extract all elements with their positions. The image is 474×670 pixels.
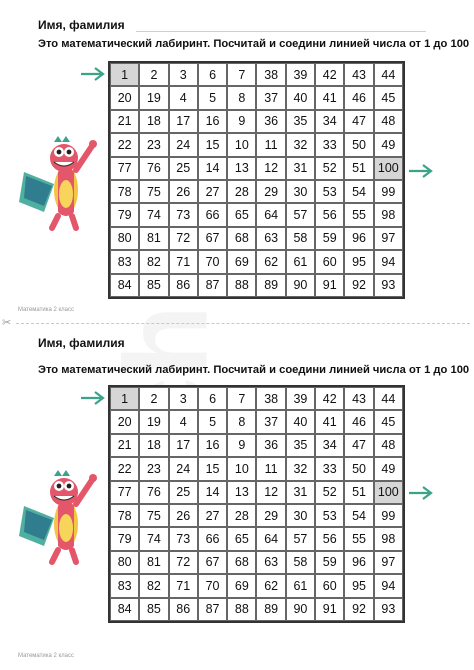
cut-line: [16, 323, 470, 324]
number-maze: [108, 61, 405, 299]
maze-cell[interactable]: 17: [169, 110, 198, 133]
maze-cell[interactable]: 36: [256, 110, 285, 133]
maze-cell[interactable]: 72: [169, 227, 198, 250]
scissors-icon: ✂: [2, 317, 12, 329]
maze-cell[interactable]: 97: [374, 551, 403, 574]
maze-cell[interactable]: 67: [198, 551, 227, 574]
maze-cell[interactable]: 50: [344, 133, 373, 156]
maze-cell[interactable]: 53: [315, 180, 344, 203]
maze-cell[interactable]: 28: [227, 504, 256, 527]
maze-cell[interactable]: 94: [374, 250, 403, 273]
footer-label: Математика 2 класс: [18, 653, 75, 659]
maze-cell[interactable]: 42: [315, 387, 344, 410]
maze-cell[interactable]: 77: [110, 481, 139, 504]
maze-cell[interactable]: 26: [169, 180, 198, 203]
maze-cell[interactable]: 5: [198, 86, 227, 109]
maze-cell[interactable]: 87: [198, 274, 227, 297]
maze-cell[interactable]: 14: [198, 157, 227, 180]
maze-cell[interactable]: 38: [256, 63, 285, 86]
maze-cell[interactable]: 26: [169, 504, 198, 527]
maze-cell[interactable]: 82: [139, 574, 168, 597]
maze-cell[interactable]: 52: [315, 481, 344, 504]
maze-cell[interactable]: 77: [110, 157, 139, 180]
maze-cell[interactable]: 76: [139, 157, 168, 180]
maze-cell[interactable]: 53: [315, 504, 344, 527]
maze-cell[interactable]: 37: [256, 86, 285, 109]
maze-cell[interactable]: 38: [256, 387, 285, 410]
maze-cell[interactable]: 33: [315, 457, 344, 480]
maze-cell[interactable]: 7: [227, 387, 256, 410]
maze-cell[interactable]: 55: [344, 203, 373, 226]
maze-cell[interactable]: 52: [315, 157, 344, 180]
maze-cell[interactable]: 36: [256, 434, 285, 457]
maze-cell[interactable]: 11: [256, 133, 285, 156]
maze-cell[interactable]: 83: [110, 250, 139, 273]
maze-cell[interactable]: 45: [374, 410, 403, 433]
name-label: Имя, фамилия: [38, 18, 125, 32]
maze-cell[interactable]: 86: [169, 598, 198, 621]
maze-cell[interactable]: 10: [227, 457, 256, 480]
maze-cell[interactable]: 16: [198, 110, 227, 133]
maze-cell[interactable]: 83: [110, 574, 139, 597]
maze-cell[interactable]: 70: [198, 574, 227, 597]
maze-cell[interactable]: 44: [374, 63, 403, 86]
maze-cell[interactable]: 21: [110, 110, 139, 133]
maze-cell[interactable]: 34: [315, 434, 344, 457]
maze-cell[interactable]: 25: [169, 481, 198, 504]
maze-cell[interactable]: 29: [256, 504, 285, 527]
maze-cell[interactable]: 11: [256, 457, 285, 480]
maze-cell[interactable]: 78: [110, 504, 139, 527]
maze-cell[interactable]: 47: [344, 110, 373, 133]
maze-cell[interactable]: 60: [315, 250, 344, 273]
maze-cell[interactable]: 23: [139, 457, 168, 480]
maze-cell[interactable]: 51: [344, 481, 373, 504]
maze-cell[interactable]: 43: [344, 387, 373, 410]
maze-cell[interactable]: 18: [139, 434, 168, 457]
maze-cell[interactable]: 70: [198, 250, 227, 273]
worksheet-top: [0, 0, 474, 322]
maze-cell[interactable]: 76: [139, 481, 168, 504]
maze-cell[interactable]: 59: [315, 227, 344, 250]
maze-cell[interactable]: 4: [169, 86, 198, 109]
maze-cell[interactable]: 22: [110, 457, 139, 480]
maze-cell[interactable]: 41: [315, 410, 344, 433]
maze-cell[interactable]: 9: [227, 434, 256, 457]
maze-cell[interactable]: 14: [198, 481, 227, 504]
maze-cell[interactable]: 60: [315, 574, 344, 597]
maze-cell[interactable]: 55: [344, 527, 373, 550]
maze-cell[interactable]: 79: [110, 527, 139, 550]
maze-cell[interactable]: 45: [374, 86, 403, 109]
maze-cell[interactable]: 93: [374, 598, 403, 621]
maze-cell[interactable]: 8: [227, 86, 256, 109]
maze-cell[interactable]: 64: [256, 527, 285, 550]
maze-cell[interactable]: 80: [110, 227, 139, 250]
maze-cell[interactable]: 90: [286, 274, 315, 297]
maze-cell[interactable]: 6: [198, 63, 227, 86]
maze-cell[interactable]: 15: [198, 133, 227, 156]
maze-cell[interactable]: 50: [344, 457, 373, 480]
maze-cell[interactable]: 99: [374, 504, 403, 527]
maze-cell[interactable]: 21: [110, 434, 139, 457]
maze-cell[interactable]: 32: [286, 457, 315, 480]
name-line[interactable]: [136, 31, 426, 32]
maze-cell[interactable]: 71: [169, 574, 198, 597]
maze-cell[interactable]: 27: [198, 180, 227, 203]
maze-cell[interactable]: 93: [374, 274, 403, 297]
maze-cell[interactable]: 44: [374, 387, 403, 410]
maze-cell[interactable]: 73: [169, 203, 198, 226]
maze-cell[interactable]: 3: [169, 387, 198, 410]
instruction: Это математический лабиринт. Посчитай и соедини линией числа от 1 до 100: [38, 364, 470, 376]
maze-cell[interactable]: 68: [227, 227, 256, 250]
maze-cell-finish[interactable]: 100: [374, 481, 403, 504]
maze-cell[interactable]: 48: [374, 434, 403, 457]
maze-cell[interactable]: 75: [139, 180, 168, 203]
start-arrow-icon: [80, 67, 106, 81]
maze-cell[interactable]: 19: [139, 86, 168, 109]
maze-cell[interactable]: 79: [110, 203, 139, 226]
maze-cell[interactable]: 8: [227, 410, 256, 433]
maze-cell[interactable]: 96: [344, 227, 373, 250]
maze-cell[interactable]: 54: [344, 180, 373, 203]
maze-cell[interactable]: 64: [256, 203, 285, 226]
maze-cell[interactable]: 4: [169, 410, 198, 433]
maze-cell[interactable]: 86: [169, 274, 198, 297]
maze-cell-finish[interactable]: 100: [374, 157, 403, 180]
maze-cell[interactable]: 95: [344, 574, 373, 597]
maze-cell[interactable]: 31: [286, 481, 315, 504]
maze-cell[interactable]: 81: [139, 227, 168, 250]
maze-cell[interactable]: 89: [256, 274, 285, 297]
maze-cell[interactable]: 85: [139, 598, 168, 621]
dragon-mascot-icon: [14, 132, 100, 232]
maze-cell[interactable]: 31: [286, 157, 315, 180]
maze-cell[interactable]: 46: [344, 86, 373, 109]
maze-cell[interactable]: 15: [198, 457, 227, 480]
maze-cell[interactable]: 24: [169, 457, 198, 480]
maze-cell[interactable]: 95: [344, 250, 373, 273]
maze-cell[interactable]: 48: [374, 110, 403, 133]
maze-cell[interactable]: 56: [315, 203, 344, 226]
maze-cell[interactable]: 7: [227, 63, 256, 86]
maze-cell[interactable]: 30: [286, 504, 315, 527]
maze-cell[interactable]: 29: [256, 180, 285, 203]
instruction: Это математический лабиринт. Посчитай и соедини линией числа от 1 до 100: [38, 38, 470, 50]
start-arrow-icon: [80, 391, 106, 405]
maze-cell[interactable]: 58: [286, 227, 315, 250]
maze-cell[interactable]: 2: [139, 387, 168, 410]
number-maze: [108, 385, 405, 623]
maze-cell[interactable]: 54: [344, 504, 373, 527]
maze-cell[interactable]: 37: [256, 410, 285, 433]
maze-cell[interactable]: 88: [227, 598, 256, 621]
finish-arrow-icon: [408, 486, 434, 500]
maze-cell[interactable]: 78: [110, 180, 139, 203]
maze-cell[interactable]: 92: [344, 274, 373, 297]
maze-cell[interactable]: 12: [256, 157, 285, 180]
maze-cell[interactable]: 74: [139, 527, 168, 550]
maze-cell[interactable]: 58: [286, 551, 315, 574]
maze-cell[interactable]: 63: [256, 227, 285, 250]
maze-cell[interactable]: 88: [227, 274, 256, 297]
finish-arrow-icon: [408, 164, 434, 178]
maze-cell[interactable]: 20: [110, 410, 139, 433]
maze-cell[interactable]: 13: [227, 481, 256, 504]
maze-cell[interactable]: 3: [169, 63, 198, 86]
maze-cell[interactable]: 32: [286, 133, 315, 156]
maze-cell[interactable]: 30: [286, 180, 315, 203]
maze-cell[interactable]: 66: [198, 203, 227, 226]
maze-cell[interactable]: 61: [286, 574, 315, 597]
maze-cell[interactable]: 25: [169, 157, 198, 180]
name-label: Имя, фамилия: [38, 336, 125, 350]
maze-cell[interactable]: 87: [198, 598, 227, 621]
maze-cell-start[interactable]: 1: [110, 387, 139, 410]
maze-cell[interactable]: 56: [315, 527, 344, 550]
maze-cell[interactable]: 98: [374, 527, 403, 550]
maze-cell[interactable]: 13: [227, 157, 256, 180]
maze-cell[interactable]: 96: [344, 551, 373, 574]
maze-cell[interactable]: 81: [139, 551, 168, 574]
maze-cell[interactable]: 39: [286, 63, 315, 86]
maze-cell[interactable]: 40: [286, 86, 315, 109]
maze-cell[interactable]: 28: [227, 180, 256, 203]
maze-cell[interactable]: 97: [374, 227, 403, 250]
maze-cell[interactable]: 80: [110, 551, 139, 574]
maze-cell[interactable]: 94: [374, 574, 403, 597]
maze-cell[interactable]: 65: [227, 527, 256, 550]
maze-cell[interactable]: 2: [139, 63, 168, 86]
maze-cell[interactable]: 63: [256, 551, 285, 574]
maze-cell[interactable]: 89: [256, 598, 285, 621]
maze-cell[interactable]: 98: [374, 203, 403, 226]
maze-cell[interactable]: 74: [139, 203, 168, 226]
maze-cell[interactable]: 12: [256, 481, 285, 504]
maze-cell[interactable]: 34: [315, 110, 344, 133]
maze-cell[interactable]: 39: [286, 387, 315, 410]
maze-cell[interactable]: 59: [315, 551, 344, 574]
maze-cell[interactable]: 91: [315, 598, 344, 621]
maze-cell[interactable]: 9: [227, 110, 256, 133]
maze-cell[interactable]: 61: [286, 250, 315, 273]
maze-cell-start[interactable]: 1: [110, 63, 139, 86]
maze-cell[interactable]: 46: [344, 410, 373, 433]
maze-cell[interactable]: 69: [227, 250, 256, 273]
maze-cell[interactable]: 19: [139, 410, 168, 433]
maze-cell[interactable]: 84: [110, 274, 139, 297]
maze-cell[interactable]: 35: [286, 110, 315, 133]
maze-cell[interactable]: 90: [286, 598, 315, 621]
maze-cell[interactable]: 20: [110, 86, 139, 109]
maze-cell[interactable]: 43: [344, 63, 373, 86]
worksheet-bottom: [0, 326, 474, 659]
maze-cell[interactable]: 47: [344, 434, 373, 457]
maze-cell[interactable]: 27: [198, 504, 227, 527]
maze-cell[interactable]: 67: [198, 227, 227, 250]
dragon-mascot-icon: [14, 466, 100, 566]
maze-cell[interactable]: 41: [315, 86, 344, 109]
maze-cell[interactable]: 92: [344, 598, 373, 621]
maze-cell[interactable]: 42: [315, 63, 344, 86]
maze-cell[interactable]: 24: [169, 133, 198, 156]
maze-cell[interactable]: 69: [227, 574, 256, 597]
maze-cell[interactable]: 84: [110, 598, 139, 621]
maze-cell[interactable]: 99: [374, 180, 403, 203]
maze-cell[interactable]: 49: [374, 133, 403, 156]
maze-cell[interactable]: 33: [315, 133, 344, 156]
maze-cell[interactable]: 75: [139, 504, 168, 527]
footer-label: Математика 2 класс: [18, 307, 75, 313]
maze-cell[interactable]: 57: [286, 203, 315, 226]
maze-cell[interactable]: 6: [198, 387, 227, 410]
maze-cell[interactable]: 72: [169, 551, 198, 574]
maze-cell[interactable]: 18: [139, 110, 168, 133]
maze-cell[interactable]: 16: [198, 434, 227, 457]
maze-cell[interactable]: 82: [139, 250, 168, 273]
maze-cell[interactable]: 51: [344, 157, 373, 180]
maze-cell[interactable]: 22: [110, 133, 139, 156]
maze-cell[interactable]: 10: [227, 133, 256, 156]
maze-cell[interactable]: 57: [286, 527, 315, 550]
maze-cell[interactable]: 40: [286, 410, 315, 433]
maze-cell[interactable]: 35: [286, 434, 315, 457]
maze-cell[interactable]: 62: [256, 250, 285, 273]
maze-cell[interactable]: 71: [169, 250, 198, 273]
maze-cell[interactable]: 62: [256, 574, 285, 597]
maze-cell[interactable]: 73: [169, 527, 198, 550]
maze-cell[interactable]: 17: [169, 434, 198, 457]
maze-cell[interactable]: 68: [227, 551, 256, 574]
maze-cell[interactable]: 66: [198, 527, 227, 550]
maze-cell[interactable]: 5: [198, 410, 227, 433]
maze-cell[interactable]: 91: [315, 274, 344, 297]
maze-cell[interactable]: 85: [139, 274, 168, 297]
maze-cell[interactable]: 49: [374, 457, 403, 480]
maze-cell[interactable]: 65: [227, 203, 256, 226]
maze-cell[interactable]: 23: [139, 133, 168, 156]
